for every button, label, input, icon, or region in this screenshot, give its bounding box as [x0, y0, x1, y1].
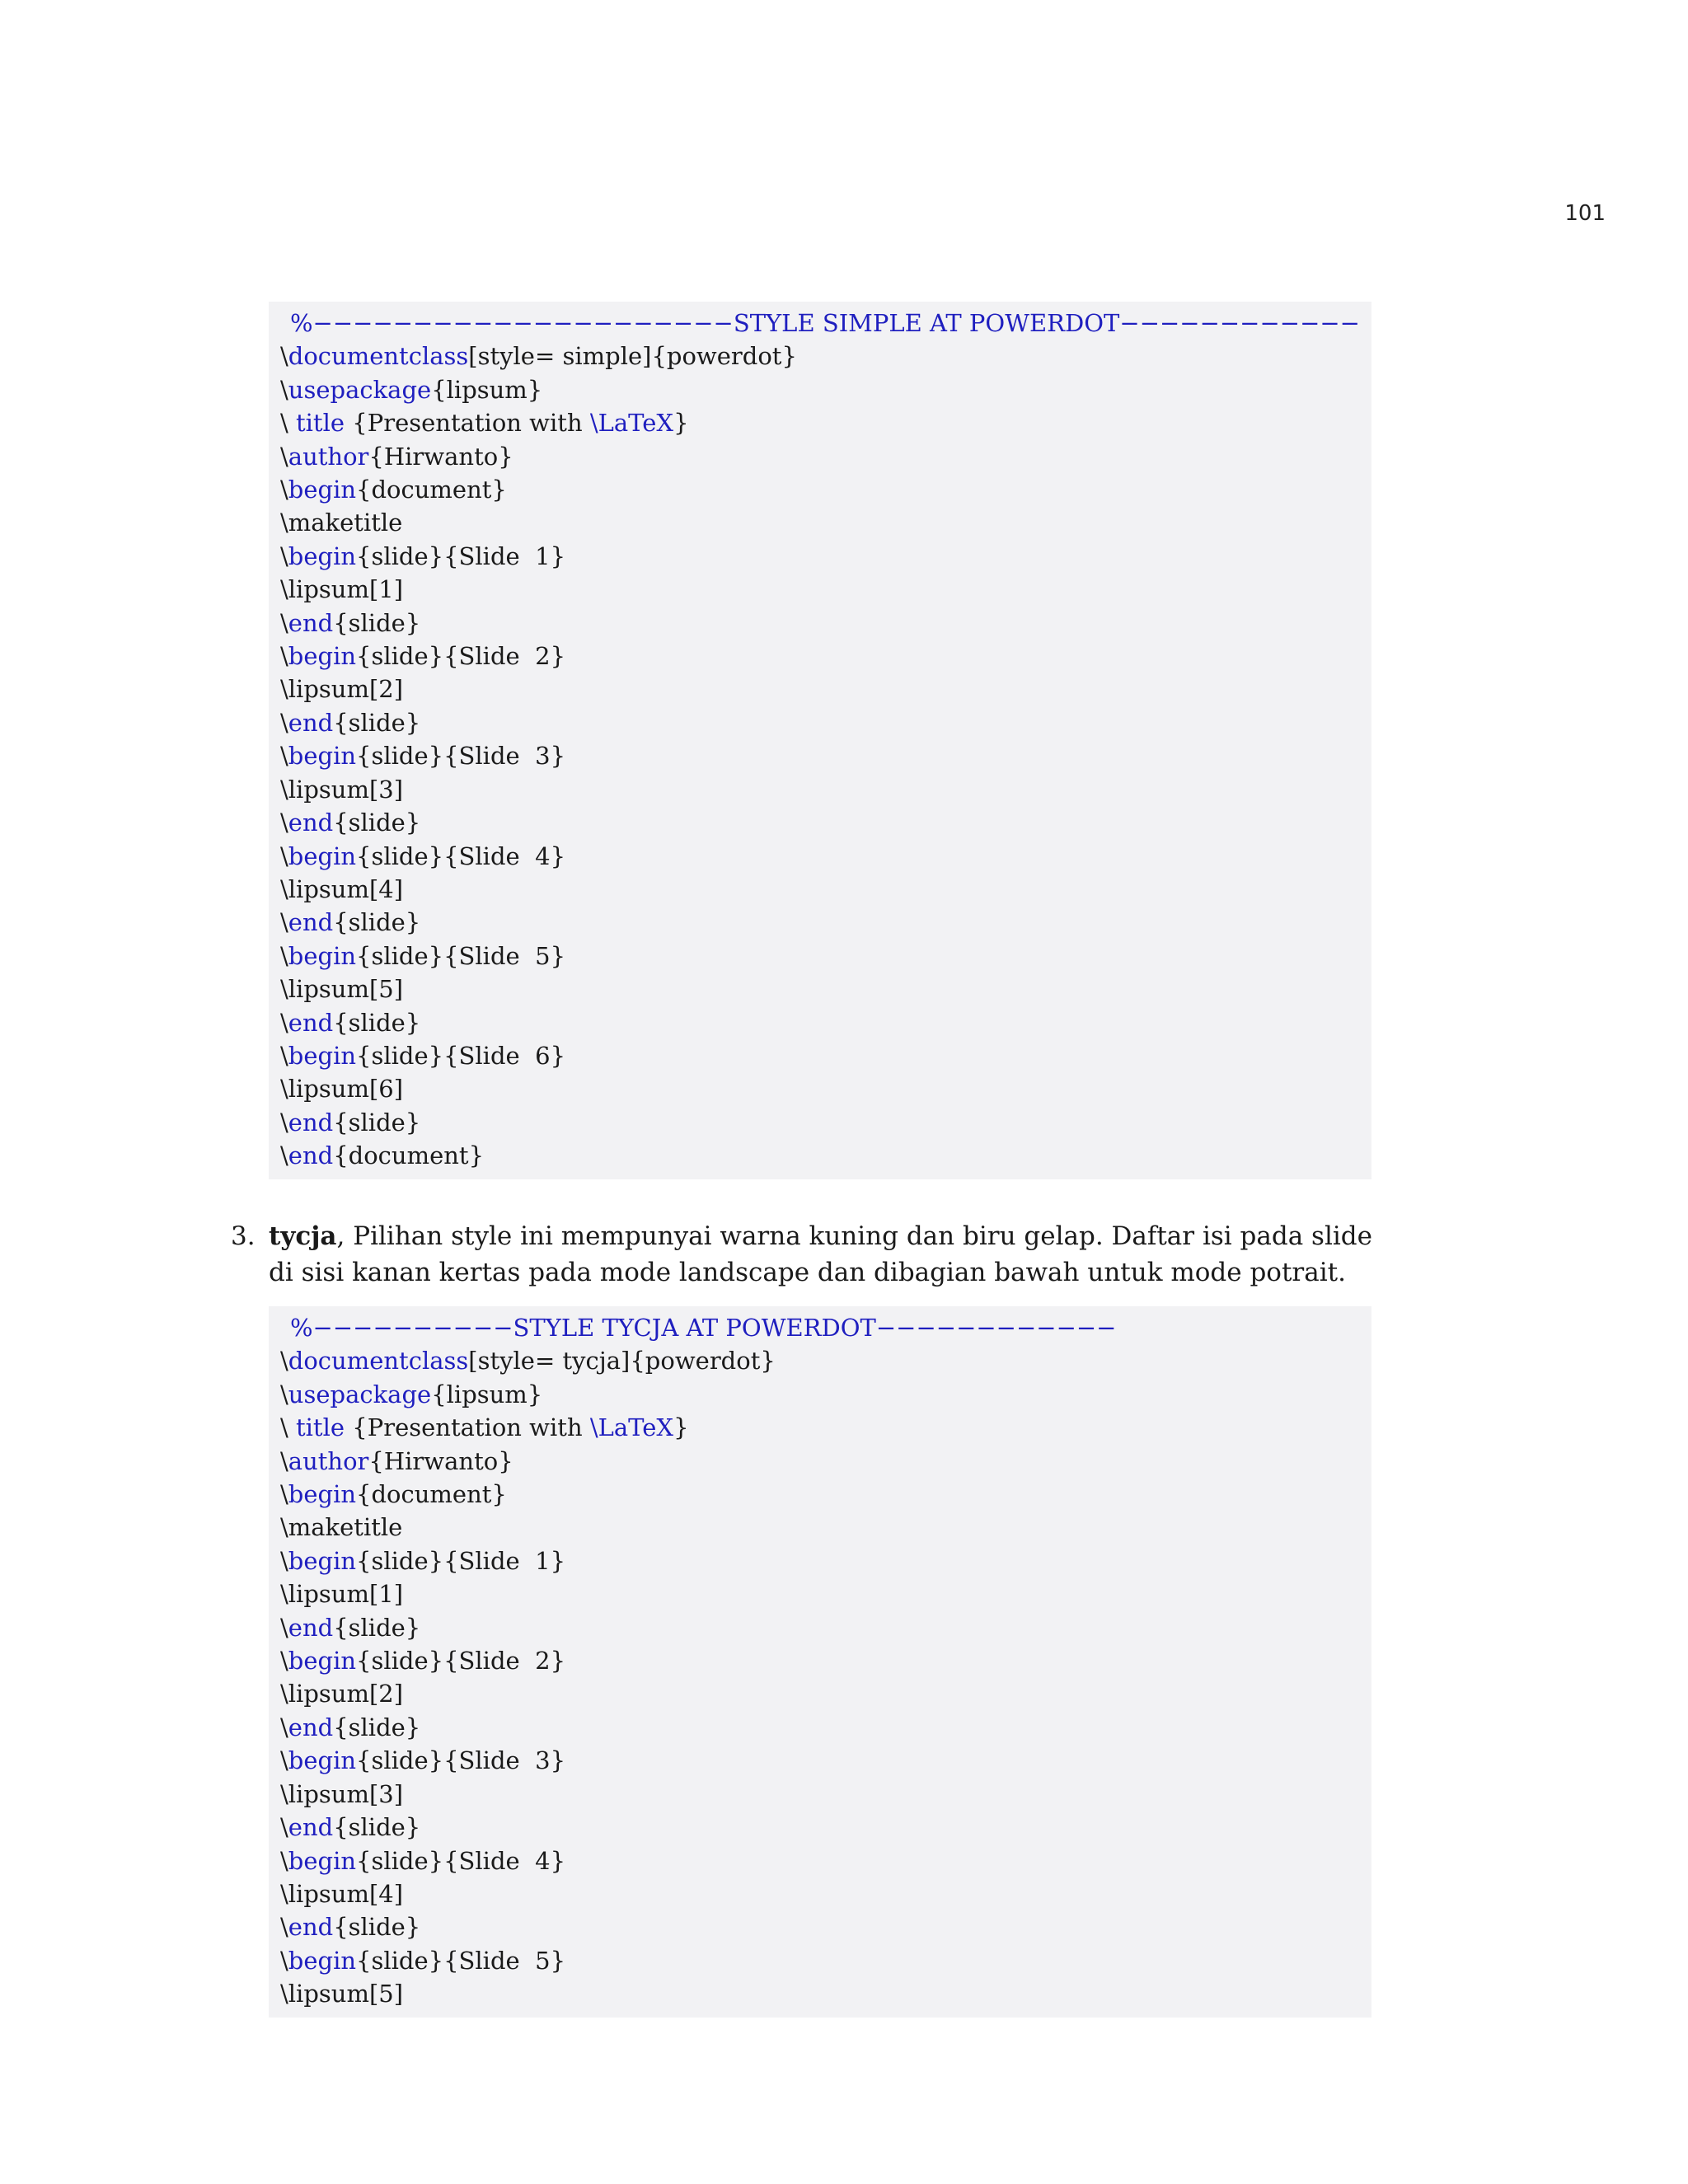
code-comment: %−−−−−−−−−−STYLE TYCJA AT POWERDOT−−−−−−−−−−−−: [290, 1314, 1117, 1342]
code-text: {Presentation with: [345, 1413, 590, 1442]
code-text: {slide}: [333, 908, 421, 937]
code-line: [280, 1344, 1360, 1377]
code-line: [280, 1072, 1360, 1105]
code-line: [280, 1711, 1360, 1744]
code-line: [280, 1611, 1360, 1644]
code-text: {slide}{Slide 1}: [356, 541, 566, 570]
code-text: \lipsum[3]: [280, 775, 404, 804]
code-line: [280, 1778, 1360, 1811]
code-keyword: begin: [288, 1647, 357, 1675]
code-keyword: end: [288, 1713, 334, 1741]
code-text: \lipsum[2]: [280, 675, 404, 704]
code-keyword: author: [288, 1446, 369, 1475]
code-line: [280, 1844, 1360, 1877]
code-text: {Presentation with: [345, 409, 590, 438]
code-keyword: documentclass: [288, 342, 469, 371]
code-line: [280, 340, 1360, 373]
list-item-term: tycja: [269, 1221, 337, 1251]
code-line: [280, 972, 1360, 1005]
code-text: {slide}: [333, 708, 421, 737]
code-line: [280, 506, 1360, 539]
code-line: [280, 1677, 1360, 1710]
code-text: \: [280, 608, 288, 637]
code-text: \: [280, 1546, 288, 1575]
code-text: \lipsum[4]: [280, 874, 404, 903]
code-comment: %−−−−−−−−−−−−−−−−−−−−−STYLE SIMPLE AT POWERDOT−−−−−−−−−−−−: [290, 309, 1360, 337]
code-line: [280, 1811, 1360, 1844]
code-line: [280, 1445, 1360, 1478]
code-text: {slide}: [333, 1713, 421, 1741]
code-text: \: [280, 1008, 288, 1037]
list-number: 3.: [231, 1221, 256, 1251]
code-text: {slide}{Slide 2}: [356, 642, 566, 671]
code-line: [280, 1877, 1360, 1910]
code-text: {slide}: [333, 1008, 421, 1037]
code-text: \: [280, 1413, 296, 1442]
code-text: {slide}: [333, 1613, 421, 1642]
code-text: \: [280, 1480, 288, 1509]
code-text: \: [280, 642, 288, 671]
code-text: \: [280, 409, 296, 438]
code-keyword: end: [288, 1141, 334, 1170]
code-keyword: usepackage: [288, 375, 432, 404]
code-text: \lipsum[5]: [280, 975, 404, 1004]
code-line: [280, 540, 1360, 573]
code-text: \lipsum[2]: [280, 1680, 404, 1708]
code-line: [280, 607, 1360, 640]
code-text: \: [280, 808, 288, 837]
code-text: }: [673, 409, 689, 438]
code-keyword: begin: [288, 742, 357, 771]
code-keyword: \LaTeX: [589, 409, 674, 438]
code-line: [280, 1977, 1360, 2010]
code-text: \: [280, 1846, 288, 1875]
code-block-simple-style: [269, 302, 1372, 1179]
code-text: \: [280, 1108, 288, 1137]
code-comment-line: [280, 307, 1360, 340]
code-line: [280, 706, 1360, 739]
code-text: {slide}: [333, 1813, 421, 1842]
code-line: [280, 1577, 1360, 1610]
code-text: \lipsum[1]: [280, 575, 404, 604]
code-keyword: \LaTeX: [589, 1413, 674, 1442]
code-line: [280, 1378, 1360, 1411]
code-line: [280, 573, 1360, 606]
code-text: {slide}{Slide 3}: [356, 742, 566, 771]
code-text: \: [280, 1946, 288, 1975]
code-text: \: [280, 375, 288, 404]
code-text: \: [280, 1141, 288, 1170]
code-line: [280, 906, 1360, 939]
code-keyword: begin: [288, 1946, 357, 1975]
code-keyword: begin: [288, 1746, 357, 1775]
code-text: {slide}{Slide 2}: [356, 1647, 566, 1675]
code-line: [280, 1910, 1360, 1943]
code-text: \: [280, 1446, 288, 1475]
code-text: \: [280, 841, 288, 870]
code-line: [280, 473, 1360, 506]
code-text: \maketitle: [280, 1513, 403, 1542]
code-keyword: begin: [288, 1480, 357, 1509]
code-text: \: [280, 1746, 288, 1775]
code-line: [280, 1139, 1360, 1172]
code-keyword: end: [288, 1108, 334, 1137]
code-keyword: title: [296, 409, 345, 438]
code-keyword: end: [288, 1813, 334, 1842]
code-text: {slide}{Slide 4}: [356, 841, 566, 870]
code-line: [280, 739, 1360, 772]
code-text: }: [673, 1413, 689, 1442]
code-text: {lipsum}: [431, 375, 543, 404]
code-text: \: [280, 1041, 288, 1070]
code-text: \: [280, 1647, 288, 1675]
code-keyword: begin: [288, 476, 357, 504]
list-item-description: , Pilihan style ini mempunyai warna kuning dan biru gelap. Daftar isi pada slide di sisi kanan kertas pada mode landscape dan dibagian bawah untuk mode potrait.: [269, 1221, 1372, 1287]
code-text: \: [280, 342, 288, 371]
code-comment-line: [280, 1311, 1360, 1344]
code-line: [280, 406, 1360, 439]
code-text: \: [280, 908, 288, 937]
code-line: [280, 673, 1360, 705]
code-text: \: [280, 1713, 288, 1741]
code-line: [280, 1944, 1360, 1977]
code-keyword: author: [288, 442, 369, 471]
code-line: [280, 1411, 1360, 1444]
code-text: \: [280, 1613, 288, 1642]
code-keyword: end: [288, 708, 334, 737]
code-text: {lipsum}: [431, 1380, 543, 1408]
code-text: \lipsum[5]: [280, 1980, 404, 2008]
code-line: [280, 940, 1360, 972]
page-number: 101: [1564, 201, 1606, 226]
code-text: {slide}{Slide 5}: [356, 941, 566, 970]
code-text: {Hirwanto}: [368, 442, 513, 471]
code-text: {slide}{Slide 5}: [356, 1946, 566, 1975]
code-keyword: end: [288, 1913, 334, 1942]
code-keyword: begin: [288, 642, 357, 671]
code-line: [280, 806, 1360, 839]
code-text: {slide}{Slide 4}: [356, 1846, 566, 1875]
code-block-tycja-style: [269, 1306, 1372, 2018]
code-text: {slide}: [333, 808, 421, 837]
code-line: [280, 440, 1360, 473]
code-line: [280, 1478, 1360, 1511]
code-keyword: title: [296, 1413, 345, 1442]
code-text: {document}: [356, 476, 507, 504]
code-keyword: end: [288, 1613, 334, 1642]
code-text: {slide}: [333, 1108, 421, 1137]
code-text: \: [280, 1380, 288, 1408]
code-text: {slide}: [333, 1913, 421, 1942]
code-text: \: [280, 541, 288, 570]
code-line: [280, 1106, 1360, 1139]
code-text: \: [280, 476, 288, 504]
code-keyword: end: [288, 1008, 334, 1037]
code-keyword: documentclass: [288, 1347, 469, 1376]
code-text: \: [280, 1347, 288, 1376]
code-keyword: begin: [288, 941, 357, 970]
code-text: \lipsum[6]: [280, 1075, 404, 1104]
code-line: [280, 1644, 1360, 1677]
code-line: [280, 640, 1360, 673]
code-keyword: end: [288, 808, 334, 837]
code-text: {document}: [333, 1141, 485, 1170]
code-text: \: [280, 742, 288, 771]
code-keyword: begin: [288, 1546, 357, 1575]
code-text: {slide}{Slide 3}: [356, 1746, 566, 1775]
code-keyword: end: [288, 608, 334, 637]
code-text: \: [280, 941, 288, 970]
code-keyword: usepackage: [288, 1380, 432, 1408]
code-text: {slide}{Slide 1}: [356, 1546, 566, 1575]
code-text: \lipsum[3]: [280, 1779, 404, 1808]
code-keyword: end: [288, 908, 334, 937]
code-text: \lipsum[4]: [280, 1879, 404, 1908]
code-text: \lipsum[1]: [280, 1580, 404, 1609]
code-line: [280, 1544, 1360, 1577]
code-line: [280, 1744, 1360, 1777]
code-text: \maketitle: [280, 509, 403, 537]
code-keyword: begin: [288, 1041, 357, 1070]
code-text: {document}: [356, 1480, 507, 1509]
code-text: \: [280, 442, 288, 471]
code-text: \: [280, 708, 288, 737]
code-keyword: begin: [288, 1846, 357, 1875]
code-text: \: [280, 1913, 288, 1942]
code-line: [280, 1039, 1360, 1072]
code-line: [280, 773, 1360, 806]
list-item-tycja: [231, 1218, 1385, 1291]
code-line: [280, 373, 1360, 406]
code-line: [280, 873, 1360, 906]
code-text: [style= tycja]{powerdot}: [468, 1347, 776, 1376]
code-text: {Hirwanto}: [368, 1446, 513, 1475]
code-line: [280, 1006, 1360, 1039]
code-text: {slide}: [333, 608, 421, 637]
code-text: {slide}{Slide 6}: [356, 1041, 566, 1070]
code-line: [280, 840, 1360, 873]
list-item-text: [269, 1218, 1385, 1291]
code-text: [style= simple]{powerdot}: [468, 342, 797, 371]
code-line: [280, 1511, 1360, 1544]
code-keyword: begin: [288, 541, 357, 570]
code-text: \: [280, 1813, 288, 1842]
code-keyword: begin: [288, 841, 357, 870]
